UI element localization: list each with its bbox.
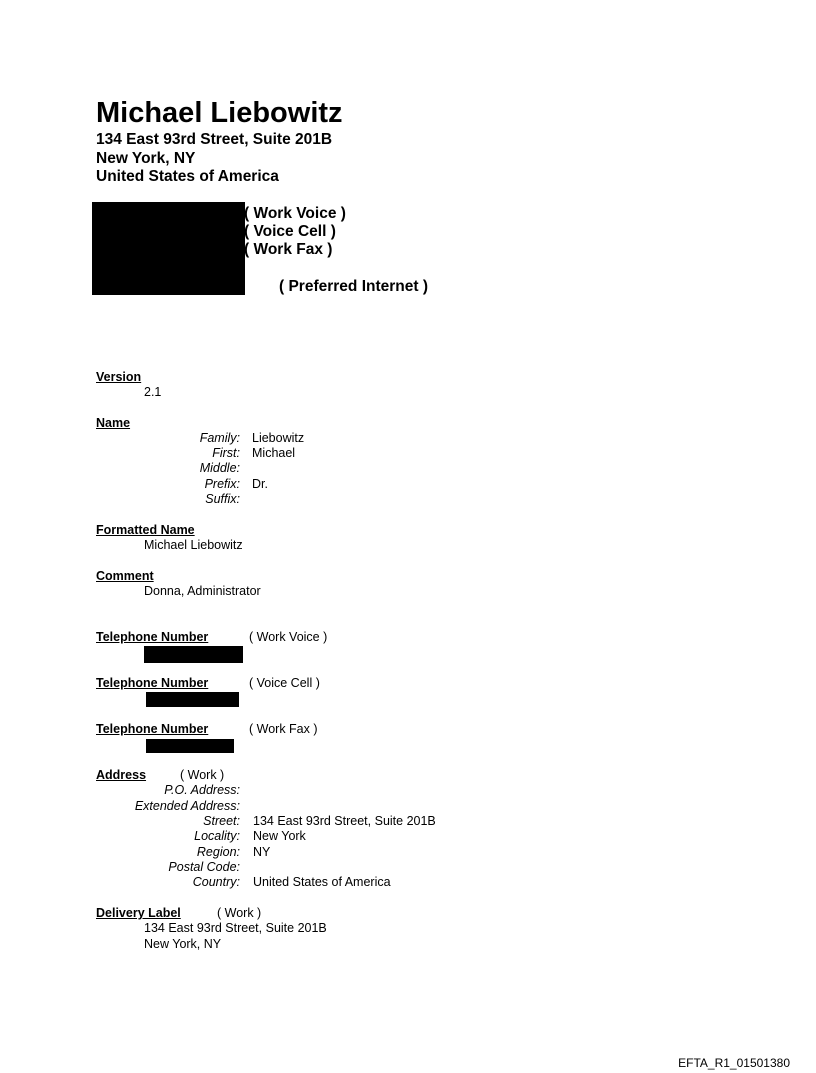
- address-extended-label: Extended Address:: [134, 799, 240, 813]
- address-street-label: Street:: [203, 814, 240, 828]
- formatted-name-heading: Formatted Name: [96, 523, 195, 537]
- telephone-heading-1: Telephone Number: [96, 630, 209, 644]
- telephone-heading-3: Telephone Number: [96, 722, 209, 736]
- address-country-value: United States of America: [253, 875, 391, 889]
- formatted-name-value: Michael Liebowitz: [144, 538, 243, 552]
- telephone-type-3: ( Work Fax ): [249, 722, 318, 736]
- comment-heading: Comment: [96, 569, 154, 583]
- address-locality-value: New York: [253, 829, 306, 843]
- header-address-line-3: United States of America: [96, 168, 279, 185]
- name-prefix-label: Prefix:: [204, 477, 240, 491]
- redaction-block-phone-1: [144, 646, 243, 663]
- address-postal-code-label: Postal Code:: [168, 860, 240, 874]
- address-po-label: P.O. Address:: [164, 783, 240, 797]
- address-heading: Address: [96, 768, 147, 782]
- name-prefix-value: Dr.: [252, 477, 268, 491]
- address-type: ( Work ): [180, 768, 225, 782]
- header-phone-work-voice: ( Work Voice ): [244, 205, 346, 222]
- name-first-label: First:: [212, 446, 240, 460]
- name-heading: Name: [96, 416, 131, 430]
- name-family-value: Liebowitz: [252, 431, 305, 445]
- telephone-type-2: ( Voice Cell ): [249, 676, 320, 690]
- header-phone-voice-cell: ( Voice Cell ): [244, 223, 336, 240]
- contact-name-title: Michael Liebowitz: [96, 97, 343, 129]
- address-street-value: 134 East 93rd Street, Suite 201B: [253, 814, 436, 828]
- redaction-block-phone-3: [146, 739, 234, 753]
- telephone-heading-2: Telephone Number: [96, 676, 209, 690]
- address-region-label: Region:: [196, 845, 240, 859]
- telephone-type-1: ( Work Voice ): [249, 630, 328, 644]
- version-heading: Version: [96, 370, 142, 384]
- address-region-value: NY: [253, 845, 271, 859]
- document-id-footer: EFTA_R1_01501380: [678, 1056, 790, 1070]
- redaction-block-phone-2: [146, 692, 239, 707]
- name-family-label: Family:: [199, 431, 240, 445]
- comment-value: Donna, Administrator: [144, 584, 261, 598]
- redaction-block-header: [92, 202, 245, 295]
- name-middle-label: Middle:: [199, 461, 240, 475]
- header-address-line-1: 134 East 93rd Street, Suite 201B: [96, 131, 333, 148]
- delivery-label-heading: Delivery Label: [96, 906, 181, 920]
- address-locality-label: Locality:: [194, 829, 240, 843]
- version-value: 2.1: [144, 385, 162, 399]
- name-suffix-label: Suffix:: [205, 492, 240, 506]
- header-address-line-2: New York, NY: [96, 150, 196, 167]
- delivery-label-line-2: New York, NY: [144, 937, 222, 951]
- delivery-label-type: ( Work ): [217, 906, 262, 920]
- delivery-label-line-1: 134 East 93rd Street, Suite 201B: [144, 921, 327, 935]
- header-phone-work-fax: ( Work Fax ): [244, 241, 333, 258]
- name-first-value: Michael: [252, 446, 296, 460]
- address-country-label: Country:: [192, 875, 240, 889]
- header-preferred-internet: ( Preferred Internet ): [279, 278, 429, 295]
